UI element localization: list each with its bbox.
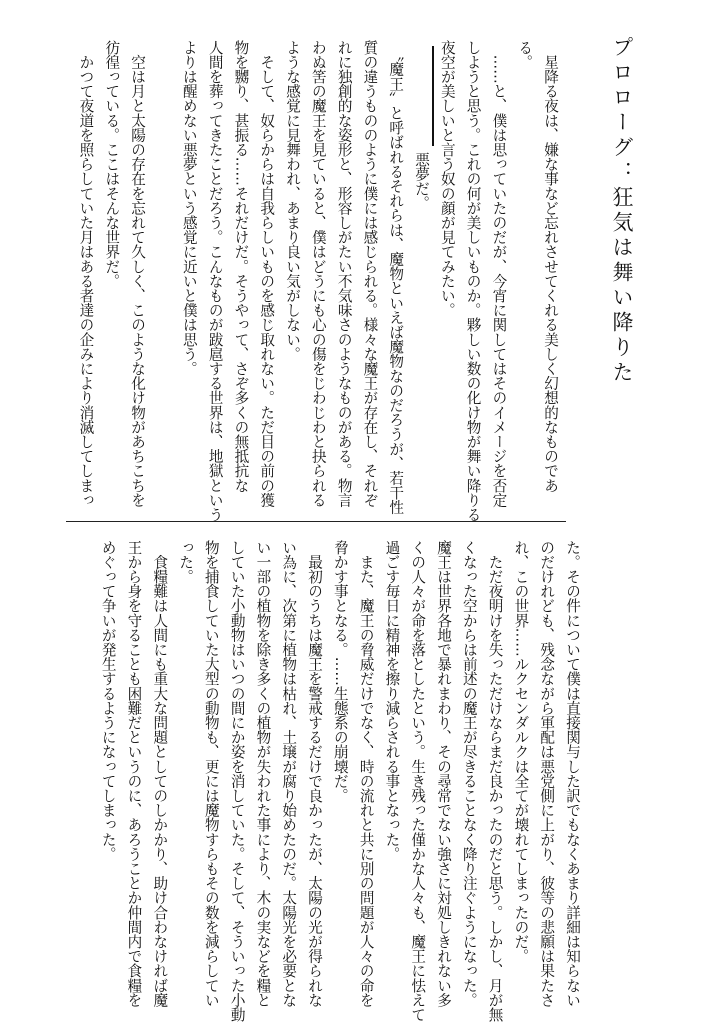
chapter-title: プロローグ：狂気は舞い降りた [610,36,634,386]
text-column: 人間を葬ってきたことだろう。こんなものが跋扈する世界は、地獄という [206,40,224,522]
text-column: しようと思う。これの何が美しいものか。夥しい数の化け物が舞い降りる [464,40,482,522]
text-column: 王から身を守ることも困難だというのに、あろうことか仲間内で食糧を [125,540,143,1008]
text-column: 物を嬲り、甚振る……それだけだ。そうやって、さぞ多くの無抵抗な [232,40,250,493]
text-column: 彷徨っている。ここはそんな世界だ。 [103,40,121,289]
text-column: い為に、次第に植物は枯れ、土壌が腐り始めたのだ。太陽光を必要とな [280,540,298,1008]
text-column: 過ごす毎日に精神を擦り減らされる事となった。 [383,540,401,862]
upper-text-block [77,40,563,522]
text-column: 食糧難は人間にも重大な問題としてのしかかり、助け合わなければ魔 [151,540,169,1008]
text-column: 脅かす事となる。……生態系の崩壊だ。 [331,540,349,803]
text-column: った。 [177,540,195,584]
text-run: 悪夢だ。 [413,152,431,211]
text-column: していた小動物はいつの間にか姿を消していた。そして、そういった小動 [228,540,246,1022]
text-column: また、魔王の脅威だけでなく、時の流れと共に別の問題が人々の命を [357,540,375,1008]
text-column: よりは醒めない悪夢という感覚に近いと僕は思う。 [180,40,198,376]
lower-text-block [99,540,585,1022]
em-dash-rule [432,46,434,146]
paragraph-gap [150,40,176,500]
text-column: めぐって争いが発生するようになってしまった。 [99,540,117,862]
text-column: れに独創的な姿形と、形容しがたい不気味さのようなものがある。物言 [335,40,353,508]
text-column: くの人々が命を落としたという。生き残った僅かな人々も、魔王に怯えて [409,540,427,1022]
text-column: 最初のうちは魔王を警戒するだけで良かったが、太陽の光が得られな [306,540,324,1008]
text-column: 星降る夜は、嫌な事など忘れさせてくれる美しく幻想的なものであ [542,40,559,493]
text-column: ような感覚に見舞われ、あまり良い気がしない。 [284,40,302,362]
text-column: れ、この世界……ルクセンダルクは全てが壊れてしまったのだ。 [512,540,530,964]
text-column: ただ夜明けを失っただけならまだ良かったのだと思う。しかし、月が無 [486,540,504,1022]
text-column-with-rule [408,40,434,500]
text-column: かつて夜道を照らしていた月はある者達の企みにより消滅してしまっ [77,40,95,508]
text-column: くなった空からは前述の魔王が尽きることなく降り注ぐようになった。 [460,540,478,1008]
text-column: そして、奴らからは自我らしいものを感じ取れない。ただ目の前の獲 [258,40,276,508]
text-column: 空は月と太陽の存在を忘れて久しく、このような化け物があちこちを [129,40,147,508]
text-column: 質の違うもののように僕には感じられる。様々な魔王が存在し、それぞ [361,40,379,508]
text-column: 物を捕食していた大型の動物も、更には魔物すらもその数を減らしてい [202,540,220,1008]
text-column: た。その件について僕は直接関与した訳でもなくあまり詳細は知らない [564,540,581,1008]
text-column: い一部の植物を除き多くの植物が失われた事により、木の実などを糧と [254,540,272,1008]
text-column: のだけれども、残念ながら軍配は悪党側に上がり、彼等の悲願は果たさ [538,540,556,1008]
text-column: ……と、僕は思っていたのだが、今宵に関してはそのイメージを否定 [490,40,508,508]
text-column: 〝魔王〟と呼ばれるそれらは、魔物といえば魔物なのだろうが、若干性 [387,40,405,515]
text-column: る。 [516,40,534,70]
text-column: わぬ筈の魔王を見ていると、僕はどうにも心の傷をじわじわと抉られる [309,40,327,508]
text-column: 夜空が美しいと言う奴の顔が見てみたい。 [438,40,456,318]
section-divider [66,521,566,522]
text-column: 魔王は世界各地で暴れまわり、その尋常でない強さに対処しきれない多 [435,540,453,1008]
